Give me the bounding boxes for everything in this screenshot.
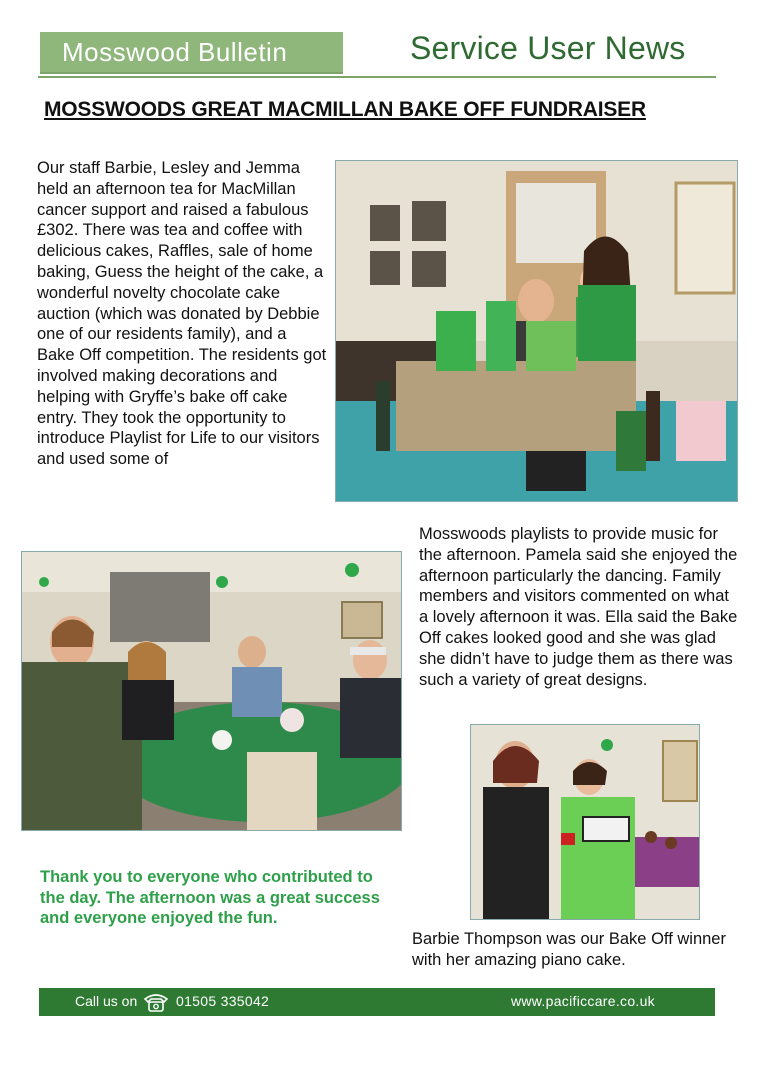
article-paragraph-1: Our staff Barbie, Lesley and Jemma held an afternoon tea for MacMillan cancer support and raised a fabulous £302. There was tea and coffee with delicious cakes, Raffles, sale of home baking, Guess the height of the cake, a wonderful novelty chocolate cake auction (which was donated by Debbie one of our residents family), and a Bake Off competition. The residents got involved making decorations and helping with Gryffe’s bake off cake entry. They took the opportunity to introduce Playlist for Life to our visitors and used some of: [37, 159, 327, 469]
article-paragraph-2: Mosswoods playlists to provide music for the afternoon. Pamela said she enjoyed the afternoon particularly the dancing. Family members and visitors commented on what a lovely afternoon it was. Ella said the Bake Off cakes looked good and she was glad she didn’t have to judge them as there was such a variety of great designs.: [419, 525, 738, 689]
bulletin-label: Mosswood Bulletin: [62, 37, 288, 67]
website-link[interactable]: www.pacificcare.co.uk: [510, 993, 655, 1009]
winner-caption: Barbie Thompson was our Bake Off winner with her amazing piano cake.: [412, 930, 726, 969]
hamper-photo: [335, 160, 738, 502]
call-label: Call us on: [75, 993, 138, 1009]
footer-bar: [39, 988, 715, 1016]
header-divider: [38, 76, 716, 78]
afternoon-tea-photo: [21, 551, 402, 831]
phone-number[interactable]: 01505 335042: [176, 993, 270, 1009]
bake-off-winner-photo: [470, 724, 700, 920]
thank-you-message: Thank you to everyone who contributed to the day. The afternoon was a great success and everyone enjoyed the fun.: [40, 868, 380, 927]
section-title: Service User News: [410, 30, 686, 66]
telephone-icon: [143, 991, 169, 1013]
bulletin-tab: [40, 32, 343, 74]
article-headline: MOSSWOODS GREAT MACMILLAN BAKE OFF FUNDRAISER: [44, 98, 646, 121]
